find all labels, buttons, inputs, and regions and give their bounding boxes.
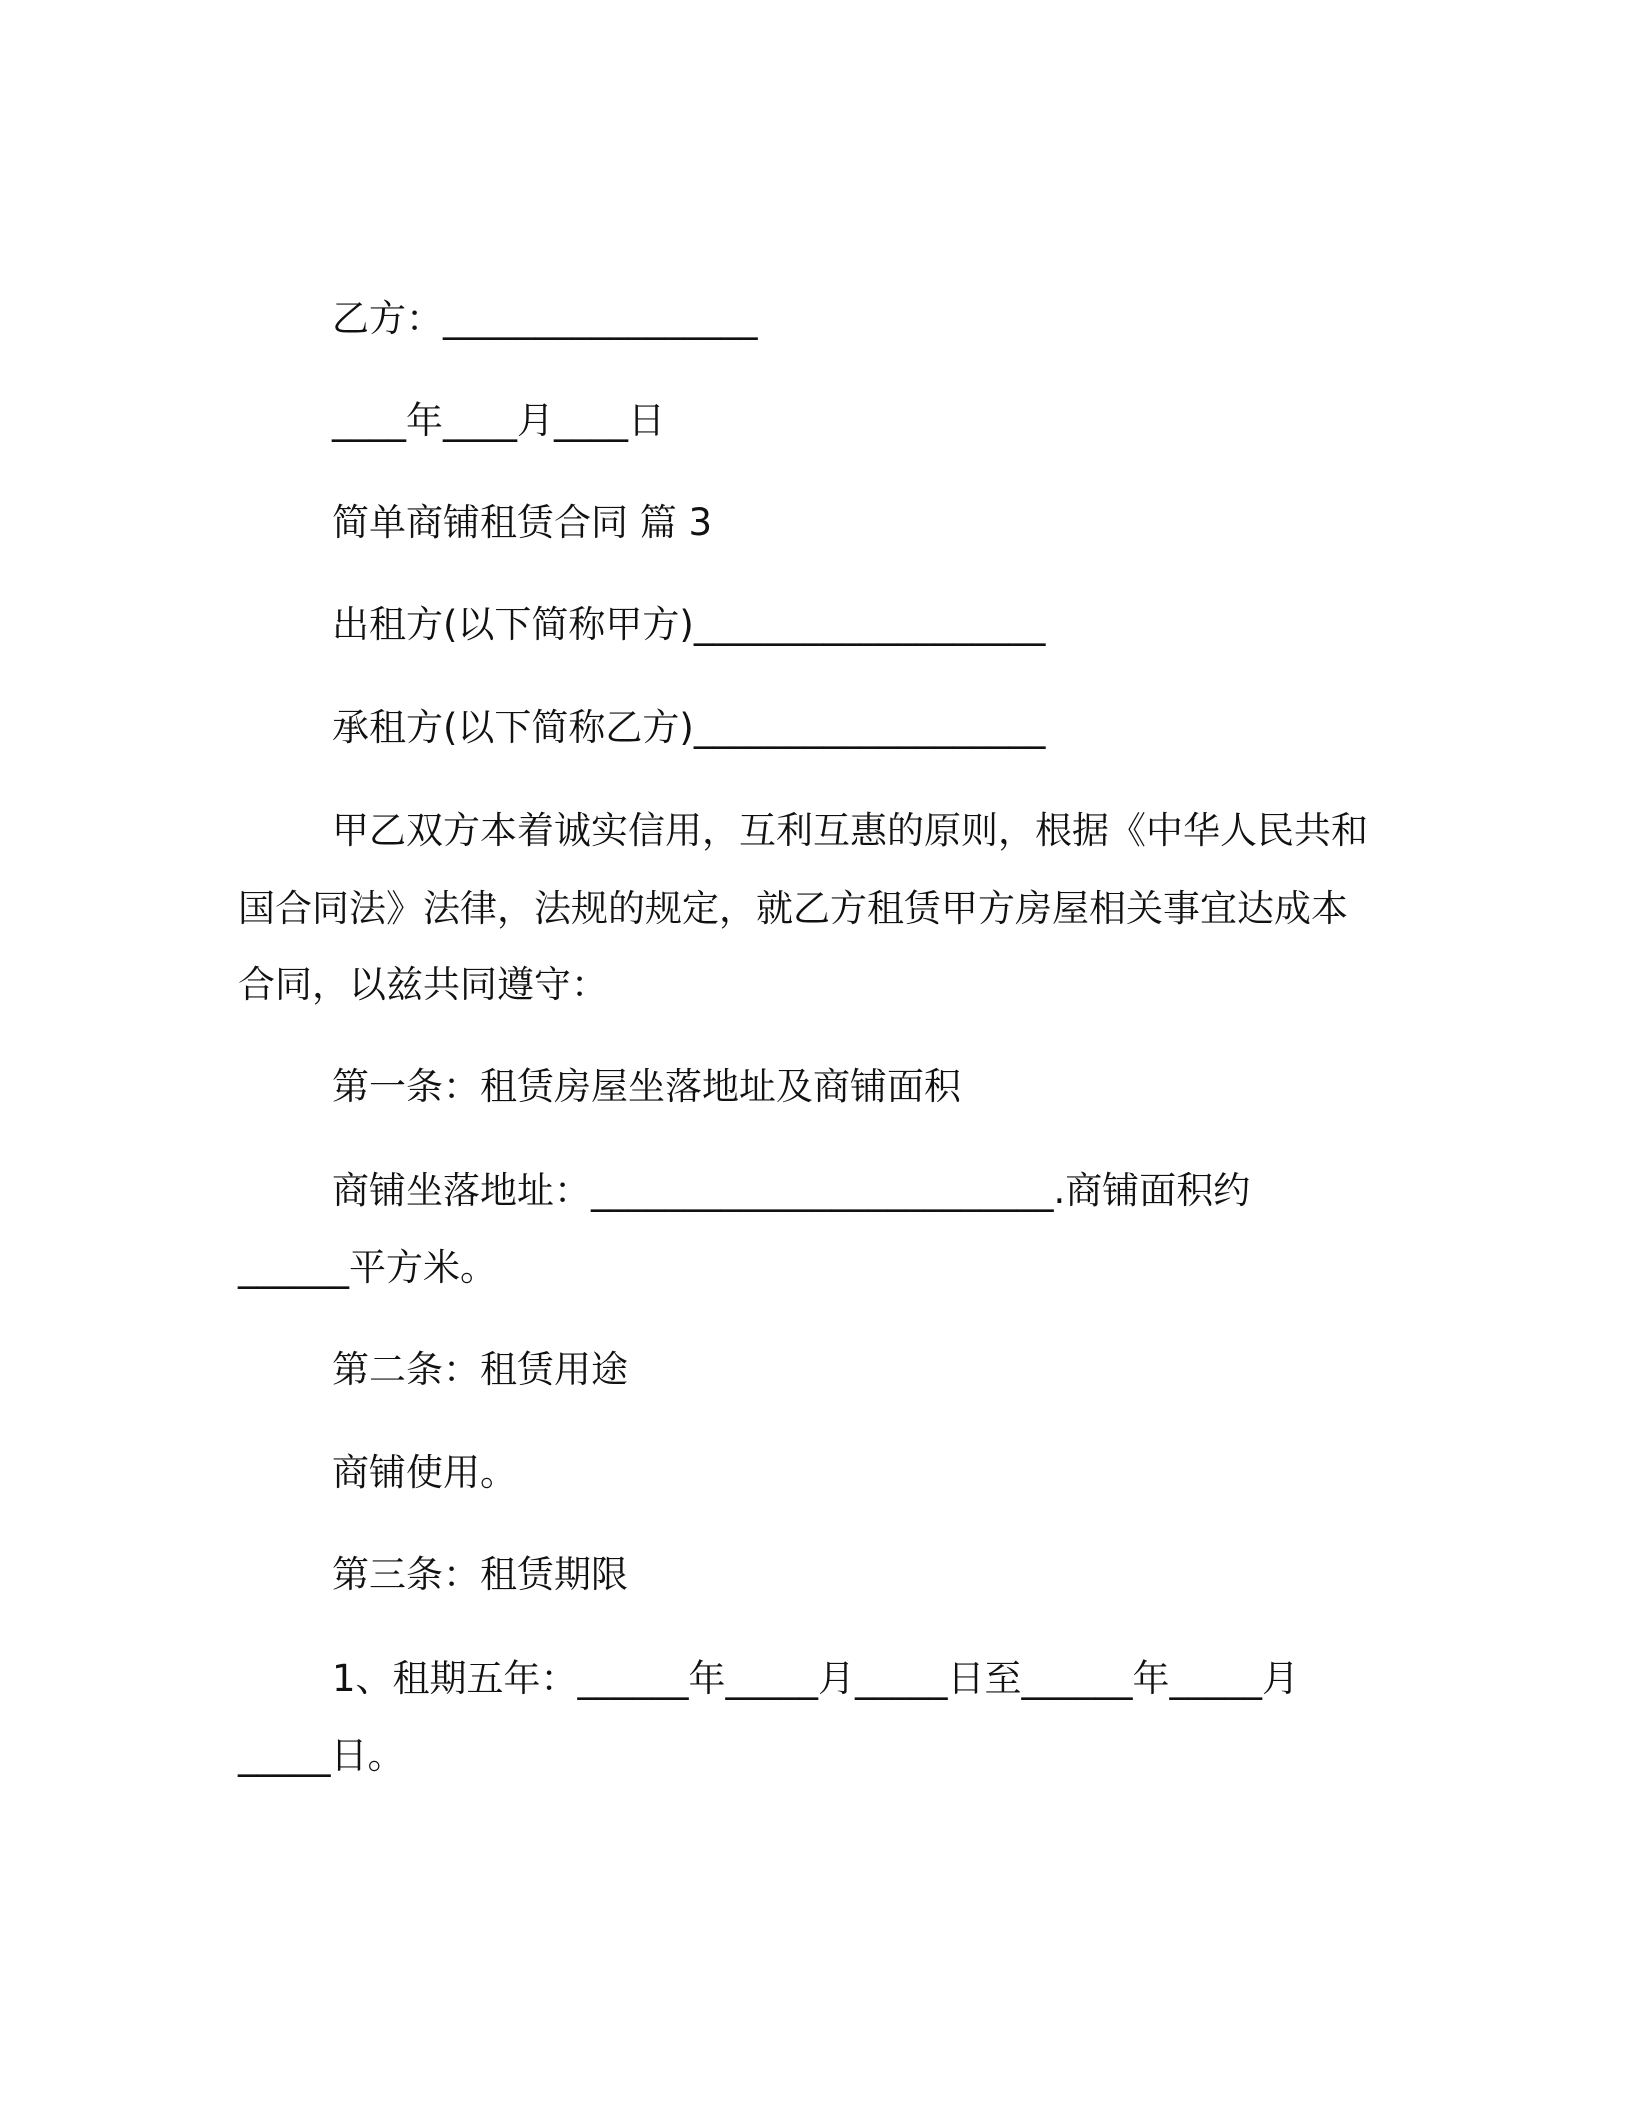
signature-date-line: ____年____月____日 [332,399,665,442]
preamble-line-1: 甲乙双方本着诚实信用，互利互惠的原则，根据《中华人民共和 [332,809,1368,852]
lease-term-line-2: _____日。 [238,1734,405,1777]
article-2-heading: 第二条：租赁用途 [332,1348,628,1391]
shop-address-line: 商铺坐落地址：_________________________.商铺面积约 [332,1169,1251,1212]
article-1-heading: 第一条：租赁房屋坐落地址及商铺面积 [332,1065,961,1108]
lease-term-line-1: 1、租期五年：______年_____月_____日至______年_____月 [332,1657,1300,1700]
party-b-signature-line: 乙方：_________________ [332,297,758,340]
preamble-line-3: 合同，以兹共同遵守： [238,963,608,1006]
article-3-heading: 第三条：租赁期限 [332,1553,628,1596]
lease-purpose-text: 商铺使用。 [332,1451,517,1494]
contract-title: 简单商铺租赁合同 篇 3 [332,501,713,544]
shop-area-line: ______平方米。 [238,1246,497,1289]
preamble-line-2: 国合同法》法律，法规的规定，就乙方租赁甲方房屋相关事宜达成本 [238,887,1348,930]
lessor-line: 出租方(以下简称甲方)___________________ [332,603,1046,646]
lessee-line: 承租方(以下简称乙方)___________________ [332,706,1046,749]
